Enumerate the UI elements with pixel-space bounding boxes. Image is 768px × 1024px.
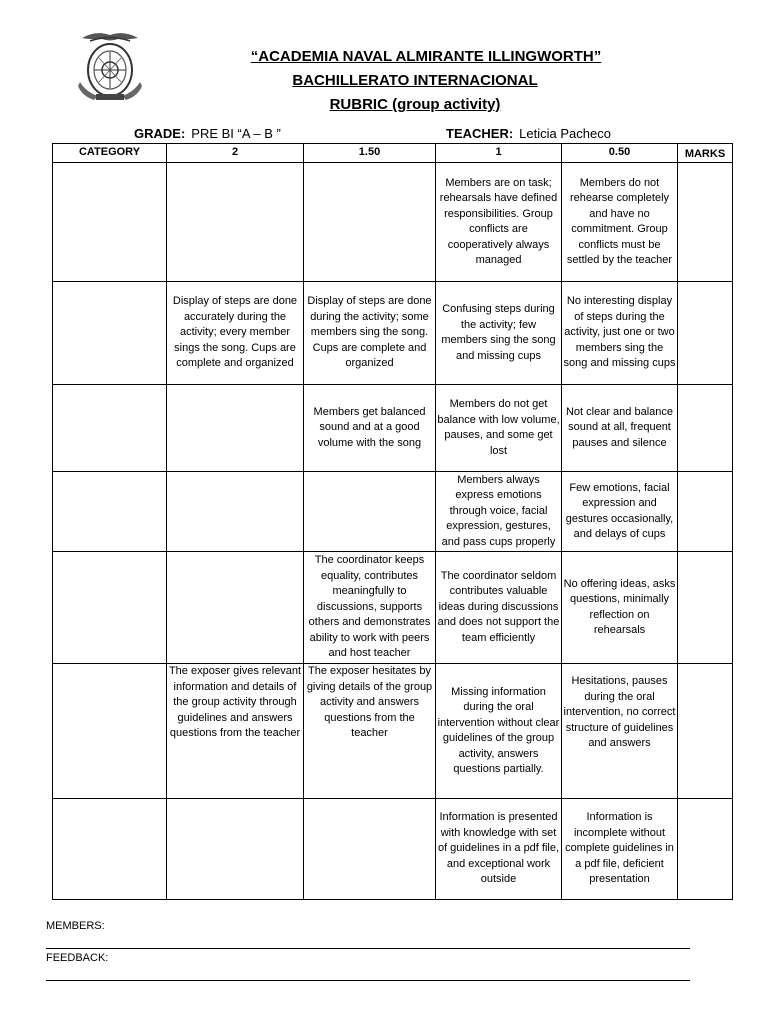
score-2-cell — [167, 163, 304, 282]
score-1-50-cell — [304, 163, 436, 282]
table-row — [53, 472, 733, 552]
marks-cell — [678, 664, 733, 799]
table-header-row — [53, 144, 733, 163]
table-row — [53, 799, 733, 900]
school-title: “ACADEMIA NAVAL ALMIRANTE ILLINGWORTH” — [250, 48, 602, 65]
score-0-50-cell: No offering ideas, asks questions, minimally reflection on rehearsals — [562, 552, 678, 664]
score-1-50-cell — [304, 799, 436, 900]
category-cell — [53, 799, 167, 900]
score-0-50-cell: Not clear and balance sound at all, frequent pauses and silence — [562, 385, 678, 472]
score-2-cell — [167, 799, 304, 900]
column-header-category: CATEGORY — [53, 144, 167, 163]
teacher-field — [446, 126, 611, 141]
score-1-cell: Information is presented with knowledge with set of guidelines in a pdf file, and exceptional work outside — [436, 799, 562, 900]
teacher-label: TEACHER: — [446, 126, 514, 141]
score-1-cell: Confusing steps during the activity; few members sing the song and missing cups — [436, 282, 562, 385]
table-row — [53, 163, 733, 282]
marks-cell — [678, 552, 733, 664]
column-header-1-50: 1.50 — [304, 144, 436, 163]
score-0-50-cell: Members do not rehearse completely and have no commitment. Group conflicts must be settled by the teacher — [562, 163, 678, 282]
column-header-2: 2 — [167, 144, 304, 163]
category-cell — [53, 385, 167, 472]
table-row — [53, 282, 733, 385]
grade-value: PRE BI “A – B ” — [191, 126, 281, 141]
score-2-cell: Display of steps are done accurately during the activity; every member sings the song. Cups are complete and organized — [167, 282, 304, 385]
score-1-50-cell: The exposer hesitates by giving details of the group activity and answers questions from the teacher — [304, 664, 436, 799]
marks-cell — [678, 282, 733, 385]
grade-label: GRADE: — [134, 126, 186, 141]
score-1-50-cell: Members get balanced sound and at a good volume with the song — [304, 385, 436, 472]
score-0-50-cell: Hesitations, pauses during the oral intervention, no correct structure of guidelines and answers — [562, 664, 678, 799]
score-1-cell: Members always express emotions through voice, facial expression, gestures, and pass cups properly — [436, 472, 562, 552]
feedback-label: FEEDBACK: — [46, 952, 109, 964]
category-cell — [53, 552, 167, 664]
score-0-50-cell: No interesting display of steps during the activity, just one or two members sing the song and missing cups — [562, 282, 678, 385]
score-0-50-cell: Few emotions, facial expression and gestures occasionally, and delays of cups — [562, 472, 678, 552]
feedback-line — [46, 980, 690, 981]
category-cell — [53, 664, 167, 799]
grade-field — [134, 126, 281, 141]
rubric-table — [52, 143, 733, 900]
score-1-cell: Members are on task; rehearsals have defined responsibilities. Group conflicts are cooperatively always managed — [436, 163, 562, 282]
marks-cell — [678, 799, 733, 900]
category-cell — [53, 282, 167, 385]
score-1-50-cell — [304, 472, 436, 552]
document-title: RUBRIC (group activity) — [329, 96, 501, 113]
score-0-50-cell: Information is incomplete without complete guidelines in a pdf file, deficient presentation — [562, 799, 678, 900]
members-line — [46, 948, 690, 949]
score-1-50-cell: The coordinator keeps equality, contributes meaningfully to discussions, supports others and demonstrates ability to work with peers and host teacher — [304, 552, 436, 664]
table-row — [53, 552, 733, 664]
marks-cell — [678, 385, 733, 472]
category-cell — [53, 163, 167, 282]
score-2-cell — [167, 385, 304, 472]
score-2-cell: The exposer gives relevant information and details of the group activity through guidelines and answers questions from the teacher — [167, 664, 304, 799]
marks-cell — [678, 472, 733, 552]
column-header-0-50: 0.50 — [562, 144, 678, 163]
score-1-cell: Members do not get balance with low volume, pauses, and some get lost — [436, 385, 562, 472]
program-title: BACHILLERATO INTERNACIONAL — [292, 72, 538, 89]
table-row — [53, 385, 733, 472]
score-2-cell — [167, 552, 304, 664]
score-2-cell — [167, 472, 304, 552]
table-row — [53, 664, 733, 799]
column-header-marks: MARKS — [678, 144, 733, 163]
teacher-value: Leticia Pacheco — [519, 126, 611, 141]
marks-cell — [678, 163, 733, 282]
score-1-cell: Missing information during the oral intervention without clear guidelines of the group activity, answers questions partially. — [436, 664, 562, 799]
score-1-50-cell: Display of steps are done during the activity; some members sing the song. Cups are complete and organized — [304, 282, 436, 385]
score-1-cell: The coordinator seldom contributes valuable ideas during discussions and does not support the team efficiently — [436, 552, 562, 664]
category-cell — [53, 472, 167, 552]
members-label: MEMBERS: — [46, 920, 105, 932]
column-header-1: 1 — [436, 144, 562, 163]
